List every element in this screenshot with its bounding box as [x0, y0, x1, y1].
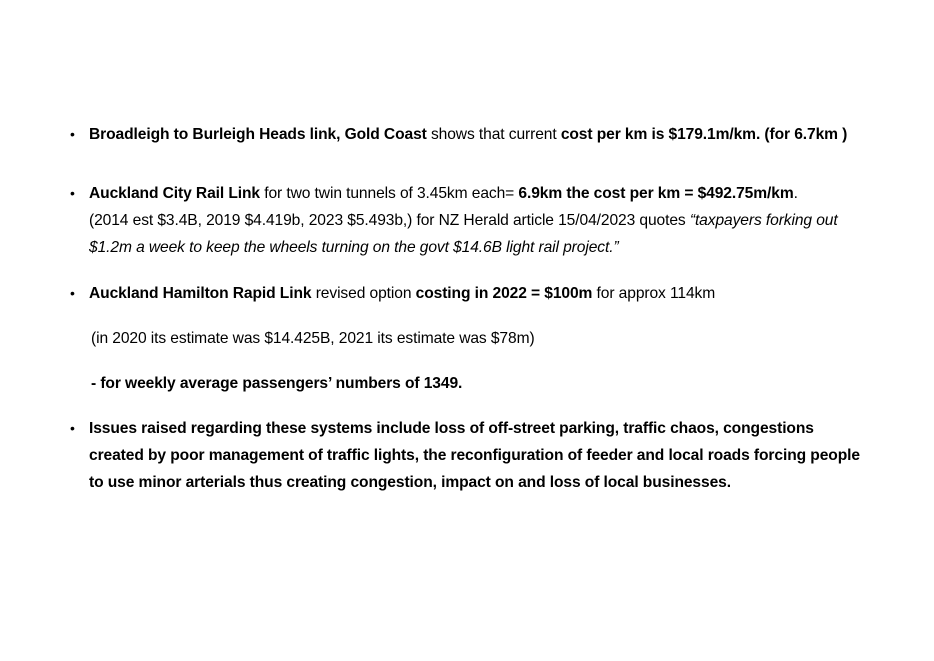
text-run: Auckland Hamilton Rapid Link	[89, 285, 312, 302]
quote-text: “taxpayers forking out $1.2m a week to keep the wheels turning on the govt $14.6B light rail project.”	[89, 212, 838, 256]
bullet-text: Issues raised regarding these systems include loss of off-street parking, traffic chaos, congestions created by poor management of traffic lights, the reconfiguration of feeder and local roads forcing people to use minor arterials thus creating congestion, impact on and loss of local businesses.	[89, 420, 860, 491]
bullet-item-issues	[70, 415, 870, 496]
text-run: for approx 114km	[592, 285, 716, 302]
bullet-text	[89, 180, 870, 261]
estimate-history-note: (in 2020 its estimate was $14.425B, 2021 its estimate was $78m)	[91, 330, 535, 347]
text-run: Broadleigh to Burleigh Heads link, Gold Coast	[89, 126, 427, 143]
bullet-marker: •	[70, 420, 75, 436]
text-run: shows that current	[426, 126, 561, 143]
weekly-passengers-note: - for weekly average passengers’ numbers of 1349.	[91, 375, 463, 392]
bullet-item-auckland-hamilton	[70, 280, 870, 307]
text-run: Auckland City Rail Link	[89, 185, 260, 202]
bullet-marker: •	[70, 185, 75, 201]
text-run: (2014 est $3.4B, 2019 $4.419b, 2023 $5.493b,) for NZ Herald article 15/04/2023 quotes	[89, 212, 690, 229]
text-run: revised option	[311, 285, 416, 302]
bullet-item-auckland-city-rail	[70, 180, 870, 261]
bullet-marker: •	[70, 285, 75, 301]
text-run: for two twin tunnels of 3.45km each=	[260, 185, 519, 202]
bullet-text	[89, 280, 870, 307]
bullet-marker: •	[70, 126, 75, 142]
bullet-item-gold-coast	[70, 121, 870, 148]
text-run: .	[793, 185, 798, 202]
bullet-text	[89, 121, 870, 148]
text-run: costing in 2022 = $100m	[415, 285, 593, 302]
text-run: 6.9km the cost per km = $492.75m/km	[518, 185, 794, 202]
text-run: cost per km is $179.1m/km. (for 6.7km )	[560, 126, 848, 143]
